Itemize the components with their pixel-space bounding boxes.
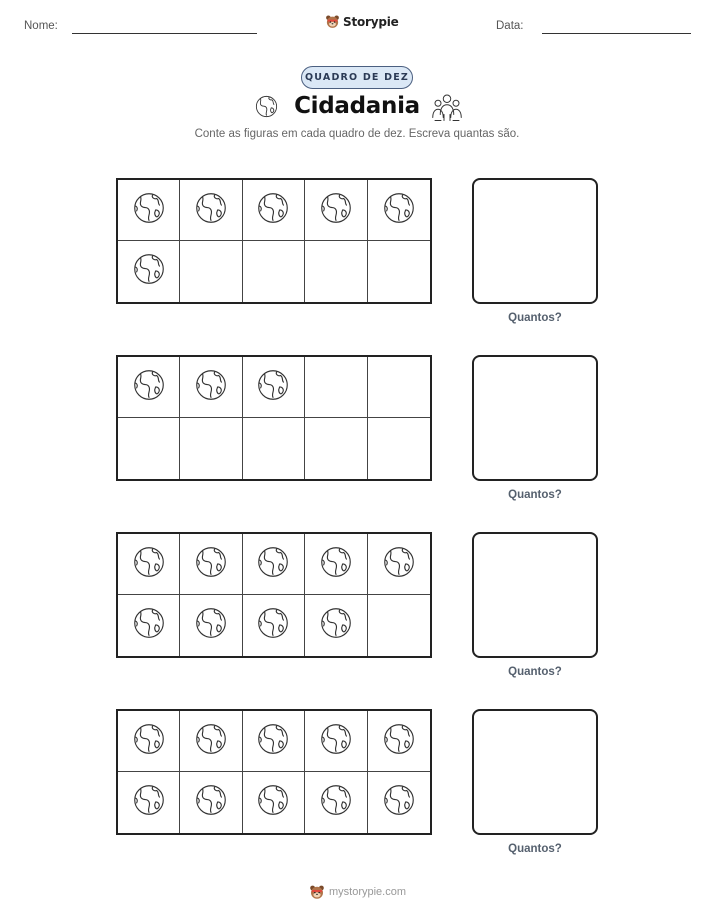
ten-frame-cell <box>243 180 305 241</box>
ten-frame-cell <box>243 534 305 595</box>
ten-frame-cell <box>180 711 242 772</box>
name-line[interactable] <box>72 33 257 34</box>
answer-box[interactable] <box>472 178 598 304</box>
ten-frame-cell <box>180 772 242 833</box>
ten-frame-cell <box>243 711 305 772</box>
ten-frame-cell <box>180 180 242 241</box>
answer-label: Quantos? <box>508 489 562 501</box>
ten-frame-cell <box>118 772 180 833</box>
ten-frame-cell <box>118 241 180 302</box>
globe-icon <box>130 366 168 409</box>
ten-frame <box>116 709 432 835</box>
globe-icon <box>254 366 292 409</box>
page-title: Cidadania <box>294 93 420 119</box>
brand-name: Storypie <box>343 14 399 29</box>
globe-icon <box>130 543 168 586</box>
globe-icon <box>130 189 168 232</box>
ten-frame-cell <box>118 595 180 656</box>
ten-frame-cell <box>368 772 430 833</box>
answer-label: Quantos? <box>508 312 562 324</box>
ten-frame-cell <box>180 534 242 595</box>
globe-icon <box>317 604 355 647</box>
ten-frame-cell <box>118 180 180 241</box>
globe-icon <box>192 366 230 409</box>
footer-url: mystorypie.com <box>329 886 407 898</box>
ten-frame-cell <box>243 357 305 418</box>
ten-frame-cell <box>368 357 430 418</box>
ten-frame-cell <box>118 418 180 479</box>
globe-icon <box>317 720 355 763</box>
ten-frame-cell <box>368 241 430 302</box>
globe-icon <box>254 604 292 647</box>
globe-icon <box>254 189 292 232</box>
globe-icon <box>130 604 168 647</box>
ten-frame-cell <box>305 241 367 302</box>
ten-frame-cell <box>180 241 242 302</box>
ten-frame <box>116 532 432 658</box>
globe-icon <box>317 543 355 586</box>
globe-icon <box>254 781 292 824</box>
globe-icon <box>317 189 355 232</box>
globe-icon <box>130 720 168 763</box>
instructions: Conte as figuras em cada quadro de dez. Escreva quantas são. <box>194 128 520 140</box>
ten-frame-cell <box>305 595 367 656</box>
ten-frame-cell <box>243 595 305 656</box>
bear-mascot-icon <box>309 884 325 900</box>
globe-icon <box>192 189 230 232</box>
globe-icon <box>253 93 280 125</box>
globe-icon <box>254 543 292 586</box>
ten-frame-cell <box>118 534 180 595</box>
ten-frame-cell <box>243 772 305 833</box>
ten-frame <box>116 178 432 304</box>
ten-frame-cell <box>305 772 367 833</box>
ten-frame-cell <box>368 180 430 241</box>
answer-label: Quantos? <box>508 666 562 678</box>
ten-frame-cell <box>368 711 430 772</box>
ten-frame-cell <box>180 418 242 479</box>
ten-frame-cell <box>118 711 180 772</box>
globe-icon <box>192 604 230 647</box>
ten-frame-cell <box>118 357 180 418</box>
ten-frame-cell <box>243 418 305 479</box>
ten-frame-cell <box>368 418 430 479</box>
ten-frame-cell <box>305 418 367 479</box>
globe-icon <box>380 189 418 232</box>
answer-box[interactable] <box>472 709 598 835</box>
globe-icon <box>130 250 168 293</box>
answer-box[interactable] <box>472 532 598 658</box>
globe-icon <box>192 543 230 586</box>
worksheet-type-badge: QUADRO DE DEZ <box>301 66 413 89</box>
answer-box[interactable] <box>472 355 598 481</box>
globe-icon <box>380 720 418 763</box>
ten-frame-cell <box>368 534 430 595</box>
ten-frame-cell <box>305 357 367 418</box>
ten-frame-cell <box>180 357 242 418</box>
globe-icon <box>254 720 292 763</box>
answer-label: Quantos? <box>508 843 562 855</box>
date-label: Data: <box>496 20 524 32</box>
ten-frame-cell <box>368 595 430 656</box>
date-line[interactable] <box>542 33 691 34</box>
name-label: Nome: <box>24 20 58 32</box>
bear-mascot-icon <box>325 14 340 29</box>
ten-frame-cell <box>180 595 242 656</box>
globe-icon <box>192 720 230 763</box>
globe-icon <box>130 781 168 824</box>
globe-icon <box>192 781 230 824</box>
people-group-icon <box>430 92 464 127</box>
ten-frame-cell <box>305 180 367 241</box>
globe-icon <box>380 543 418 586</box>
globe-icon <box>380 781 418 824</box>
footer <box>309 884 406 900</box>
ten-frame-cell <box>305 711 367 772</box>
ten-frame-cell <box>243 241 305 302</box>
ten-frame <box>116 355 432 481</box>
brand-logo <box>325 14 399 29</box>
globe-icon <box>317 781 355 824</box>
ten-frame-cell <box>305 534 367 595</box>
